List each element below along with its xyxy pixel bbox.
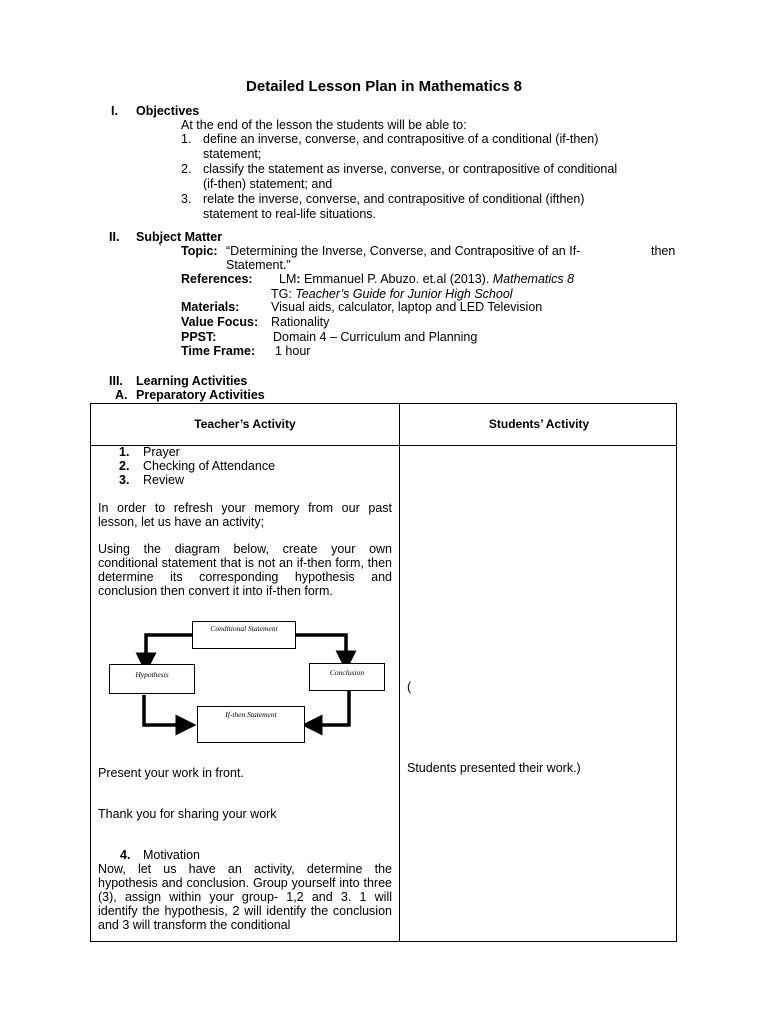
student-open-paren: ( (407, 680, 412, 694)
routine-num: 1. (119, 445, 130, 459)
diagram-instructions: Using the diagram below, create your own conditional statement that is not an if-then form, then determine its corresponding hypothesis and conclusion then convert it into if-then form. (98, 542, 392, 598)
objective-text-cont: statement to real-life situations. (203, 207, 376, 221)
routine-item: Prayer (143, 445, 180, 459)
routine-item: Review (143, 473, 184, 487)
if-then-statement-label: If-then Statement (225, 710, 277, 719)
arrow-to-conclusion (296, 635, 346, 661)
objectives-heading: Objectives (136, 104, 200, 118)
objective-text-cont: (if-then) statement; and (203, 177, 333, 191)
topic-value: “Determining the Inverse, Converse, and Contrapositive of an If- (226, 244, 581, 258)
objective-text: define an inverse, converse, and contrapositive of a conditional (if-then) (203, 132, 599, 146)
motivation-label: Motivation (143, 848, 200, 862)
topic-value-then: then (651, 244, 676, 258)
hypothesis-label: Hypothesis (135, 670, 169, 679)
page-title: Detailed Lesson Plan in Mathematics 8 (246, 78, 522, 95)
value-focus-label: Value Focus: (181, 315, 259, 329)
teacher-activity-header: Teacher’s Activity (194, 417, 296, 431)
if-then-statement-box (197, 706, 305, 743)
students-presented-text: Students presented their work.) (407, 761, 581, 775)
preparatory-heading: Preparatory Activities (136, 388, 265, 402)
value-focus-value: Rationality (271, 315, 330, 329)
routine-num: 3. (119, 473, 130, 487)
materials-label: Materials: (181, 300, 240, 314)
motivation-num: 4. (120, 848, 131, 862)
routine-item: Checking of Attendance (143, 459, 276, 473)
objective-num: 3. (181, 192, 192, 206)
arrow-hypothesis-to-ifthen (144, 695, 186, 725)
time-frame-label: Time Frame: (181, 344, 256, 358)
conclusion-box (309, 663, 385, 691)
references-label: References: (181, 272, 253, 286)
objective-text: classify the statement as inverse, converse, or contrapositive of conditional (203, 162, 618, 176)
reference-tg: TG: Teacher’s Guide for Junior High School (271, 287, 513, 301)
time-frame-value: 1 hour (275, 344, 311, 358)
stray-mark: ` (158, 242, 163, 256)
present-work-text: Present your work in front. (98, 766, 244, 780)
reference-lm: LM: Emmanuel P. Abuzo. et.al (2013). Mathematics 8 (279, 272, 575, 286)
ppst-value: Domain 4 – Curriculum and Planning (273, 330, 478, 344)
column-divider (399, 404, 400, 941)
materials-value: Visual aids, calculator, laptop and LED Television (271, 300, 543, 314)
objective-num: 2. (181, 162, 192, 176)
objective-num: 1. (181, 132, 192, 146)
student-activity-header: Students’ Activity (488, 417, 590, 431)
hypothesis-box (109, 664, 195, 694)
topic-value-cont: Statement.” (226, 258, 291, 272)
routine-num: 2. (119, 459, 130, 473)
preparatory-letter: A. (115, 388, 128, 402)
objective-text: relate the inverse, converse, and contrapositive of conditional (ifthen) (203, 192, 585, 206)
subject-matter-heading: Subject Matter (136, 230, 223, 244)
conditional-statement-label: Conditional Statement (210, 624, 278, 633)
arrow-to-hypothesis (146, 635, 192, 663)
conclusion-label: Conclusion (329, 668, 365, 677)
learning-activities-numeral: III. (109, 374, 123, 388)
objectives-numeral: I. (111, 104, 118, 118)
conditional-statement-box (192, 621, 296, 649)
motivation-paragraph: Now, let us have an activity, determine the hypothesis and conclusion. Group yourself into three (3), assign within your group- 1,2 and 3. 1 will identify the hypothesis, 2 will identify the conclusion and 3 will transform the conditional (98, 862, 392, 932)
objective-text-cont: statement; (203, 147, 262, 161)
ppst-label: PPST: (181, 330, 217, 344)
learning-activities-heading: Learning Activities (136, 374, 248, 388)
arrow-conclusion-to-ifthen (312, 691, 349, 725)
thanks-text: Thank you for sharing your work (98, 807, 277, 821)
review-paragraph: In order to refresh your memory from our past lesson, let us have an activity; (98, 501, 392, 529)
objectives-intro: At the end of the lesson the students will be able to: (181, 118, 467, 132)
topic-label: Topic: (181, 244, 218, 258)
subject-matter-numeral: II. (109, 230, 120, 244)
